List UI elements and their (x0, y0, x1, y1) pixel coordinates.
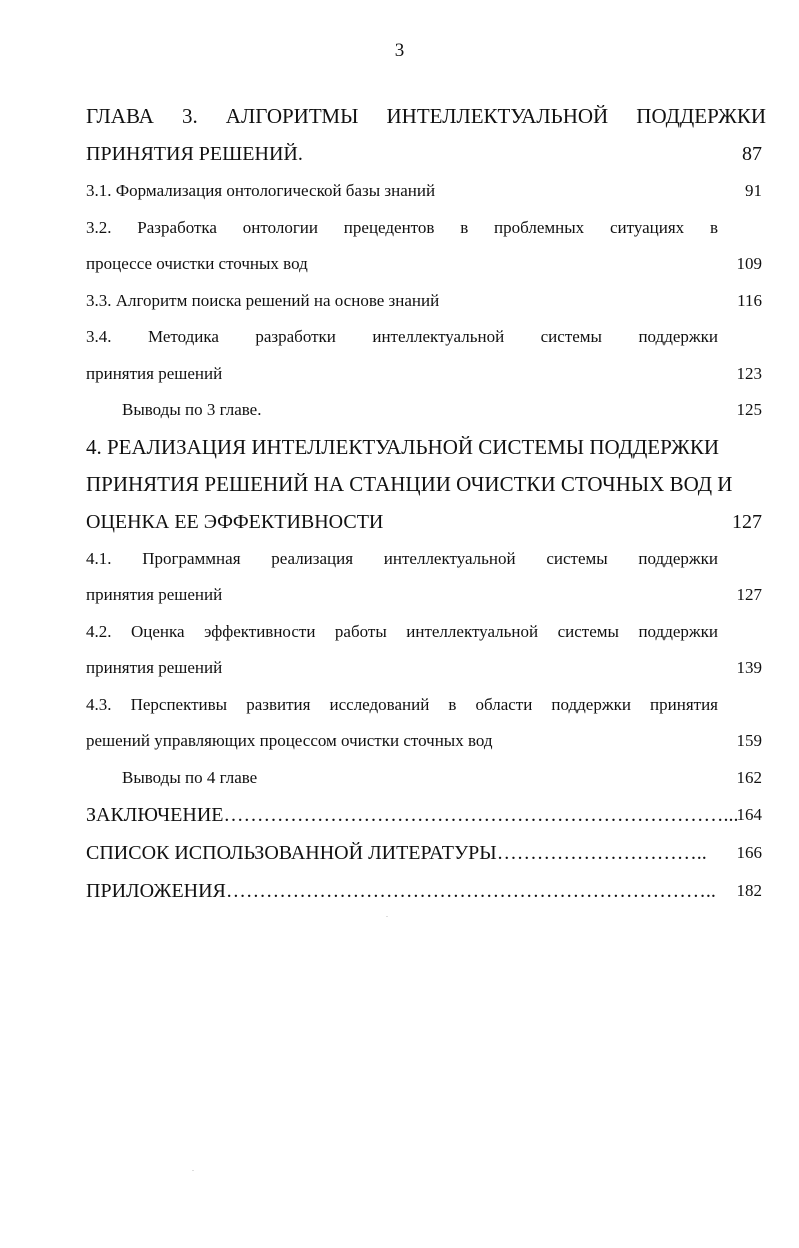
toc-entry-3-2-line-2 (86, 246, 766, 283)
toc-entry-text: 4.3. Перспективы развития исследований в области поддержки принятия (86, 694, 718, 714)
toc-entry-text: ЗАКЛЮЧЕНИЕ…………………………………………………………………... (86, 804, 739, 826)
toc-entry-references (86, 834, 766, 872)
toc-entry-text: 4.1. Программная реализация интеллектуальной системы поддержки (86, 548, 718, 568)
toc-entry-text: ГЛАВА 3. АЛГОРИТМЫ ИНТЕЛЛЕКТУАЛЬНОЙ ПОДДЕРЖКИ (86, 104, 766, 128)
toc-page-number: 127 (732, 510, 762, 533)
toc-entry-text: СПИСОК ИСПОЛЬЗОВАННОЙ ЛИТЕРАТУРЫ………………………….. (86, 842, 707, 864)
toc-page-number: 182 (736, 881, 762, 900)
toc-page-number: 139 (736, 658, 762, 677)
toc-page-number: 125 (736, 400, 762, 419)
toc-entry-text: 3.1. Формализация онтологической базы знаний (86, 181, 436, 200)
toc-entry-text: принятия решений (86, 363, 223, 383)
toc-entry-4-2-line-2 (86, 650, 766, 687)
toc-entry-text: 3.3. Алгоритм поиска решений на основе знаний (86, 290, 440, 310)
scan-speck (386, 916, 388, 917)
toc-entry-conclusion (86, 796, 766, 834)
scan-speck (192, 1170, 194, 1171)
toc-entry-3-4-line-2 (86, 356, 766, 393)
toc-entry-text: 3.2. Разработка онтологии прецедентов в проблемных ситуациях в (86, 217, 718, 237)
toc-entry-chapter-4-line-3 (86, 503, 766, 541)
page-number: 3 (394, 40, 405, 61)
toc-entry-3-4-line-1 (86, 319, 766, 356)
toc-entry-text: Выводы по 3 главе. (122, 400, 262, 419)
toc-entry-4-3-line-2 (86, 723, 766, 760)
toc-entry-text: Выводы по 4 главе (122, 767, 258, 787)
toc-entry-text: ПРИНЯТИЯ РЕШЕНИЙ НА СТАНЦИИ ОЧИСТКИ СТОЧНЫХ ВОД И (86, 471, 733, 496)
toc-entry-text: ПРИНЯТИЯ РЕШЕНИЙ. (86, 143, 303, 165)
toc-page-number: 87 (742, 143, 762, 165)
toc-entry-4-2-line-1 (86, 614, 766, 651)
toc-page-number: 91 (745, 181, 762, 200)
toc-page-number: 123 (736, 363, 762, 383)
toc-entry-4-1-line-2 (86, 577, 766, 614)
toc-entry-4-1-line-1 (86, 541, 766, 578)
toc-entry-chapter-3-line-1 (86, 98, 766, 135)
toc-entry-text: ОЦЕНКА ЕЕ ЭФФЕКТИВНОСТИ (86, 510, 384, 533)
toc-page-number: 127 (736, 585, 762, 604)
toc-page-number: 109 (736, 254, 762, 273)
toc-entry-text: ПРИЛОЖЕНИЯ……………………………………………………………….. (86, 880, 716, 902)
toc-entry-text: процессе очистки сточных вод (86, 254, 308, 273)
toc-entry-appendices (86, 872, 766, 910)
toc-page-number: 162 (736, 767, 762, 787)
toc-entry-3-1 (86, 173, 766, 210)
toc-entry-chapter-3-line-2 (86, 135, 766, 173)
toc-page-number: 164 (736, 805, 762, 824)
toc-entry-text: решений управляющих процессом очистки сточных вод (86, 731, 493, 750)
toc-entry-chapter-4-line-2 (86, 466, 766, 503)
toc-entry-conclusions-4 (86, 760, 766, 797)
toc-page-number: 166 (736, 843, 762, 862)
toc-entry-3-3 (86, 283, 766, 320)
toc-entry-chapter-4-line-1 (86, 429, 766, 466)
toc-page-number: 116 (737, 290, 762, 310)
toc-entry-text: принятия решений (86, 585, 223, 604)
toc-entry-text: 4.2. Оценка эффективности работы интеллектуальной системы поддержки (86, 621, 718, 641)
toc-entry-4-3-line-1 (86, 687, 766, 724)
toc-entry-text: 3.4. Методика разработки интеллектуальной системы поддержки (86, 327, 718, 346)
toc-page-number: 159 (736, 731, 762, 750)
table-of-contents (86, 98, 766, 910)
toc-entry-3-2-line-1 (86, 210, 766, 247)
toc-entry-text: принятия решений (86, 658, 223, 677)
toc-entry-text: 4. РЕАЛИЗАЦИЯ ИНТЕЛЛЕКТУАЛЬНОЙ СИСТЕМЫ ПОДДЕРЖКИ (86, 434, 720, 459)
toc-entry-conclusions-3 (86, 392, 766, 429)
